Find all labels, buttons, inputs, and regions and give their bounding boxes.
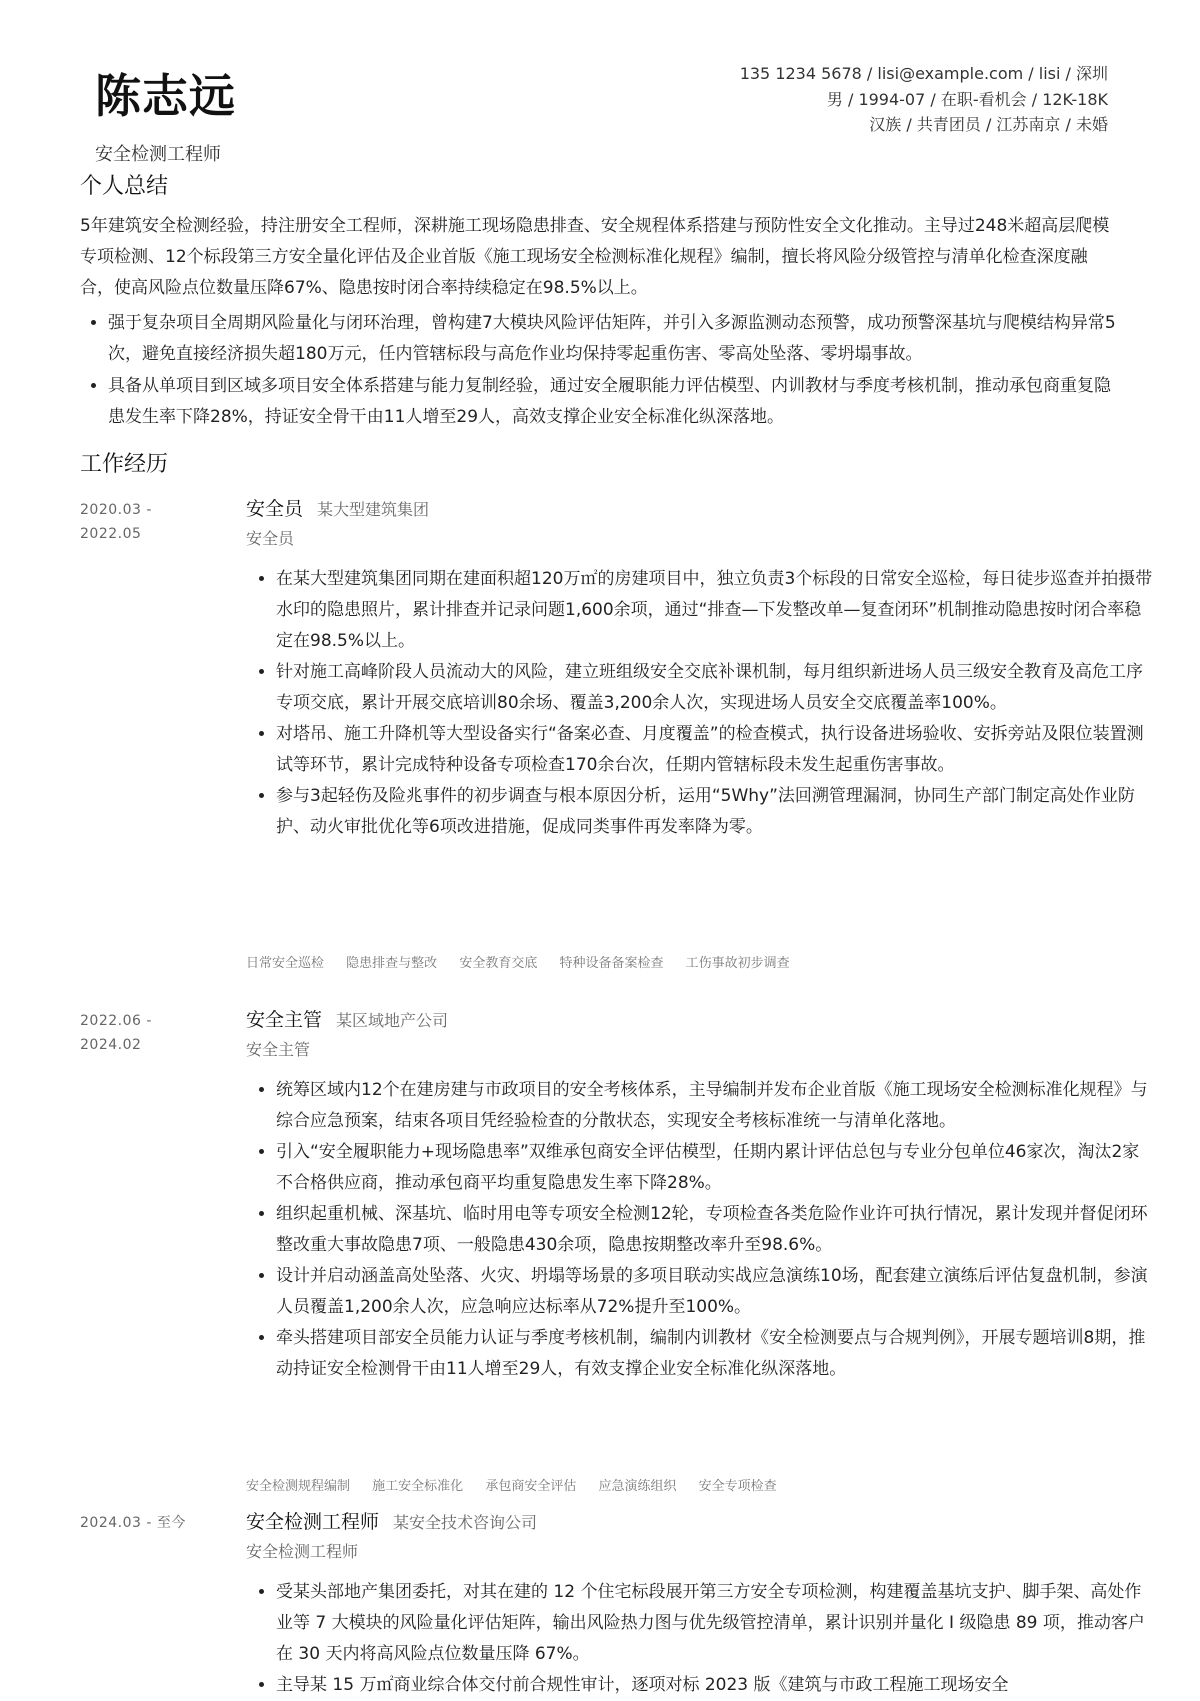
job-heading xyxy=(246,1005,448,1032)
summary-bullet: • 具备从单项目到区域多项目安全体系搭建与能力复制经验，通过安全履职能力评估模型、内训教材与季度考核机制，推动承包商重复隐患发生率下降28%，持证安全骨干由11人增至29人，高效支撑企业安全标准化纵深落地。 xyxy=(108,371,1120,433)
skill-tag: 隐患排查与整改 xyxy=(346,956,438,971)
summary-section-title: 个人总结 xyxy=(80,174,169,199)
job-bullets xyxy=(246,1075,1156,1385)
job-bullet: • 主导某 15 万㎡商业综合体交付前合规性审计，逐项对标 2023 版《建筑与市政工程施工现场安全 xyxy=(276,1670,1156,1701)
contact-info xyxy=(740,61,1108,138)
job-heading xyxy=(246,1507,537,1534)
skill-tag: 安全检测规程编制 xyxy=(246,1479,351,1494)
job-heading xyxy=(246,494,429,521)
job-bullet: • 组织起重机械、深基坑、临时用电等专项安全检测12轮，专项检查各类危险作业许可执行情况，累计发现并督促闭环整改重大事故隐患7项、一般隐患430余项，隐患按期整改率升至98.6%。 xyxy=(276,1199,1156,1261)
job-subtitle: 安全检测工程师 xyxy=(246,1542,359,1561)
job-bullet: • 设计并启动涵盖高处坠落、火灾、坍塌等场景的多项目联动实战应急演练10场，配套建立演练后评估复盘机制，参演人员覆盖1,200余人次，应急响应达标率从72%提升至100%。 xyxy=(276,1261,1156,1323)
contact-line-2: 男 / 1994-07 / 在职-看机会 / 12K-18K xyxy=(826,89,1108,109)
job-subtitle: 安全员 xyxy=(246,529,295,548)
summary-bullets xyxy=(80,308,1120,433)
job-bullet: • 统筹区域内12个在建房建与市政项目的安全考核体系，主导编制并发布企业首版《施工现场安全检测标准化规程》与综合应急预案，结束各项目凭经验检查的分散状态，实现安全考核标准统一与清单化落地。 xyxy=(276,1075,1156,1137)
summary-bullet: • 强于复杂项目全周期风险量化与闭环治理，曾构建7大模块风险评估矩阵，并引入多源监测动态预警，成功预警深基坑与爬模结构异常5次，避免直接经济损失超180万元，任内管辖标段与高危作业均保持零起重伤害、零高处坠落、零坍塌事故。 xyxy=(108,308,1120,370)
job-date-end: 2024.02 xyxy=(80,1037,142,1053)
job-date-start: 2024.03 - 至今 xyxy=(80,1515,186,1531)
job-date-end: 2022.05 xyxy=(80,526,142,542)
skill-tag: 工伤事故初步调查 xyxy=(685,956,790,971)
job-bullet: • 对塔吊、施工升降机等大型设备实行“备案必查、月度覆盖”的检查模式，执行设备进场验收、安拆旁站及限位装置测试等环节，累计完成特种设备专项检查170余台次，任期内管辖标段未发生起重伤害事故。 xyxy=(276,719,1156,781)
summary-body xyxy=(80,211,1120,434)
job-bullet: • 在某大型建筑集团同期在建面积超120万㎡的房建项目中，独立负责3个标段的日常安全巡检，每日徒步巡查并拍摄带水印的隐患照片，累计排查并记录问题1,600余项，通过“排查—下发整改单—复查闭环”机制推动隐患按时闭合率稳定在98.5%以上。 xyxy=(276,564,1156,657)
job-date-start: 2020.03 - xyxy=(80,502,152,518)
skill-tag: 特种设备备案检查 xyxy=(559,956,664,971)
skill-tag: 日常安全巡检 xyxy=(246,956,325,971)
skill-tag: 承包商安全评估 xyxy=(485,1479,577,1494)
contact-line-3: 汉族 / 共青团员 / 江苏南京 / 未婚 xyxy=(869,115,1108,134)
job-bullet: • 参与3起轻伤及险兆事件的初步调查与根本原因分析，运用“5Why”法回溯管理漏洞，协同生产部门制定高处作业防护、动火审批优化等6项改进措施，促成同类事件再发率降为零。 xyxy=(276,781,1156,843)
job-company: 某大型建筑集团 xyxy=(317,500,430,519)
job-tags xyxy=(246,1477,795,1497)
candidate-name: 陈志远 xyxy=(95,69,236,123)
job-dates xyxy=(80,1511,210,1535)
job-tags xyxy=(246,954,808,974)
job-bullet: • 受某头部地产集团委托，对其在建的 12 个住宅标段展开第三方安全专项检测，构建覆盖基坑支护、脚手架、高处作业等 7 大模块的风险量化评估矩阵，输出风险热力图与优先级管控清单，累计识别并量化 I 级隐患 89 项，推动客户在 30 天内将高风险点位数量压降 67%。 xyxy=(276,1577,1156,1670)
job-dates xyxy=(80,498,210,546)
skill-tag: 应急演练组织 xyxy=(598,1479,677,1494)
job-bullet: • 引入“安全履职能力+现场隐患率”双维承包商安全评估模型，任期内累计评估总包与专业分包单位46家次，淘汰2家不合格供应商，推动承包商平均重复隐患发生率下降28%。 xyxy=(276,1137,1156,1199)
job-bullets xyxy=(246,1577,1156,1701)
skill-tag: 施工安全标准化 xyxy=(372,1479,464,1494)
job-date-start: 2022.06 - xyxy=(80,1013,152,1029)
job-title: 安全检测工程师 xyxy=(246,1511,380,1533)
experience-section-title: 工作经历 xyxy=(80,452,169,477)
job-dates xyxy=(80,1009,210,1057)
job-bullets xyxy=(246,564,1156,843)
job-title: 安全员 xyxy=(246,498,304,520)
candidate-role: 安全检测工程师 xyxy=(95,144,221,165)
skill-tag: 安全专项检查 xyxy=(698,1479,777,1494)
summary-text: 5年建筑安全检测经验，持注册安全工程师，深耕施工现场隐患排查、安全规程体系搭建与预防性安全文化推动。主导过248米超高层爬模专项检测、12个标段第三方安全量化评估及企业首版《施工现场安全检测标准化规程》编制，擅长将风险分级管控与清单化检查深度融合，使高风险点位数量压降67%、隐患按时闭合率持续稳定在98.5%以上。 xyxy=(80,216,1110,298)
job-bullet: • 牵头搭建项目部安全员能力认证与季度考核机制，编制内训教材《安全检测要点与合规判例》，开展专题培训8期，推动持证安全检测骨干由11人增至29人，有效支撑企业安全标准化纵深落地。 xyxy=(276,1323,1156,1385)
job-company: 某区域地产公司 xyxy=(336,1011,449,1030)
skill-tag: 安全教育交底 xyxy=(459,956,538,971)
job-company: 某安全技术咨询公司 xyxy=(393,1513,538,1532)
job-title: 安全主管 xyxy=(246,1009,323,1031)
contact-line-1: 135 1234 5678 / lisi@example.com / lisi / 深圳 xyxy=(739,64,1108,83)
job-subtitle: 安全主管 xyxy=(246,1040,311,1059)
job-bullet: • 针对施工高峰阶段人员流动大的风险，建立班组级安全交底补课机制，每月组织新进场人员三级安全教育及高危工序专项交底，累计开展交底培训80余场、覆盖3,200余人次，实现进场人员安全交底覆盖率100%。 xyxy=(276,657,1156,719)
